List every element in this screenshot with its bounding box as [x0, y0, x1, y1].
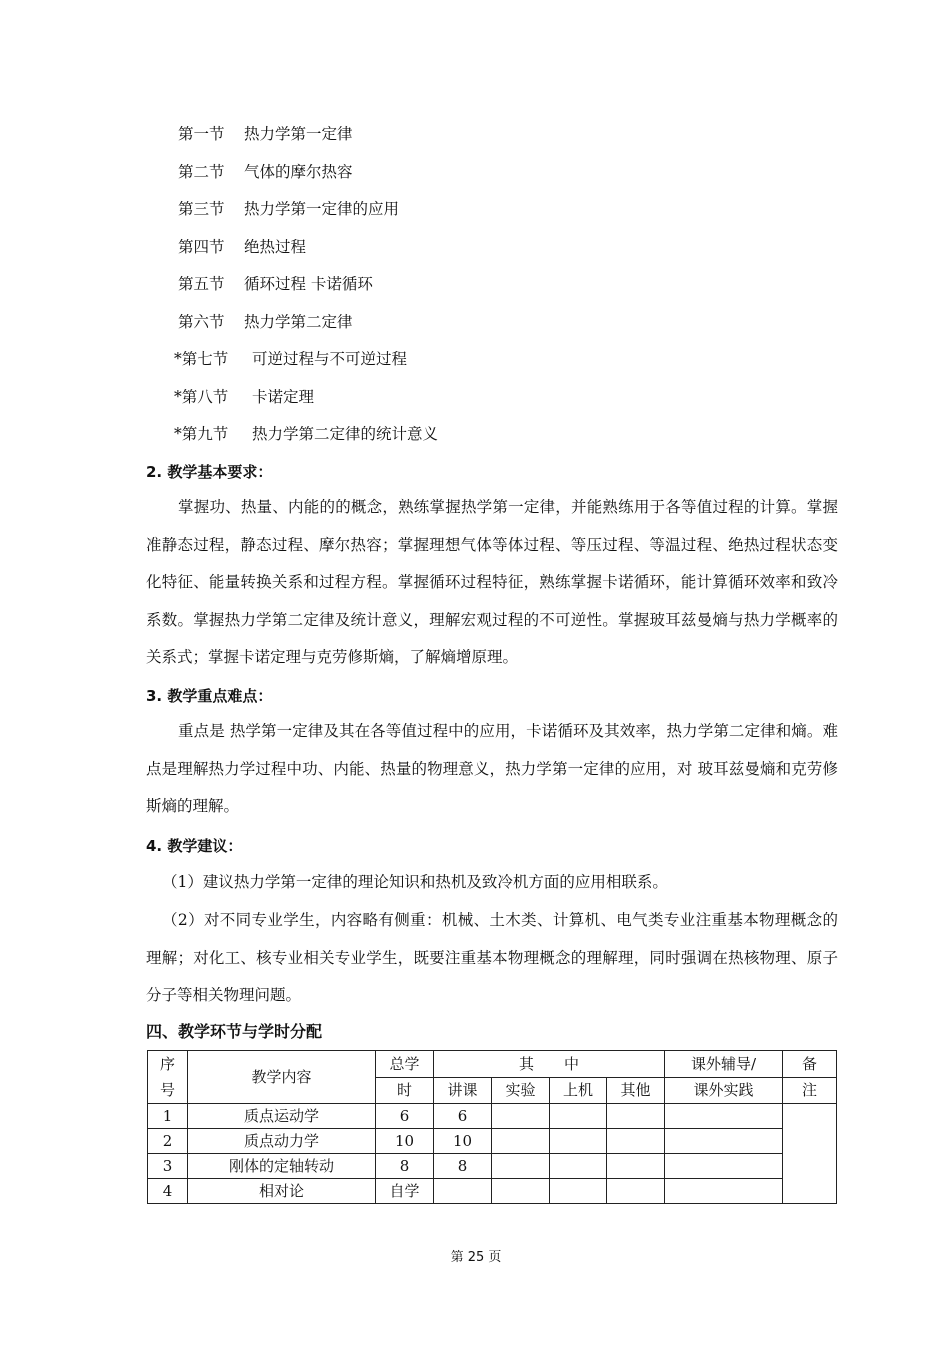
header-extra-bottom: 课外实践 [665, 1077, 783, 1104]
cell-content: 相对论 [188, 1179, 376, 1204]
section-number: 第五节 [178, 275, 225, 293]
section-item-optional [174, 345, 838, 383]
section-title: 气体的摩尔热容 [244, 162, 353, 181]
cell-total: 10 [376, 1129, 434, 1154]
cell-no: 2 [148, 1129, 188, 1154]
header-extra-top: 课外辅导/ [665, 1051, 783, 1078]
cell-no: 3 [148, 1154, 188, 1179]
cell-no: 4 [148, 1179, 188, 1204]
suggestion-item-2: （2）对不同专业学生，内容略有侧重：机械、土木类、计算机、电气类专业注重基本物理概念的理解；对化工、核专业相关专业学生，既要注重基本物理概念的理解理，同时强调在热核物理、原子分子等相关物理问题。 [146, 911, 838, 1004]
header-computer: 上机 [550, 1077, 607, 1104]
section-title: 可逆过程与不可逆过程 [252, 350, 408, 368]
cell-total: 8 [376, 1154, 434, 1179]
section-number: *第八节 [174, 387, 229, 406]
header-total-top: 总学 [376, 1051, 434, 1078]
header-total-bottom: 时 [376, 1077, 434, 1104]
section-item [178, 270, 838, 308]
cell-lecture: 6 [434, 1104, 492, 1129]
section-title: 绝热过程 [244, 237, 307, 256]
cell-content: 刚体的定轴转动 [188, 1154, 376, 1179]
cell-experiment [492, 1179, 550, 1204]
cell-extra [665, 1104, 783, 1129]
section-item [178, 120, 838, 158]
table-row [148, 1129, 837, 1154]
cell-experiment [492, 1129, 550, 1154]
section-number: 第二节 [178, 162, 225, 181]
section-number: *第七节 [174, 350, 229, 368]
section-title: 热力学第一定律 [244, 125, 353, 143]
cell-experiment [492, 1154, 550, 1179]
header-remark-top: 备 [783, 1051, 837, 1078]
header-other: 其他 [607, 1077, 665, 1104]
cell-computer [550, 1179, 607, 1204]
table-row [148, 1179, 837, 1204]
cell-other [607, 1129, 665, 1154]
section-number: *第九节 [174, 425, 229, 443]
table-row [148, 1104, 837, 1129]
table-header-row [148, 1051, 837, 1078]
cell-total: 6 [376, 1104, 434, 1129]
cell-lecture: 8 [434, 1154, 492, 1179]
header-content: 教学内容 [188, 1051, 376, 1104]
cell-lecture: 10 [434, 1129, 492, 1154]
requirements-heading: 2. 教学基本要求： [146, 463, 273, 481]
cell-other [607, 1104, 665, 1129]
header-lecture: 讲课 [434, 1077, 492, 1104]
section-title: 循环过程 卡诺循环 [244, 275, 373, 293]
section-item-optional [174, 420, 838, 458]
cell-computer [550, 1154, 607, 1179]
section-title: 热力学第一定律的应用 [244, 200, 400, 218]
cell-other [607, 1179, 665, 1204]
section-item-optional [174, 383, 838, 421]
hours-allocation-table [147, 1050, 837, 1204]
cell-remark [783, 1104, 837, 1204]
cell-content: 质点运动学 [188, 1104, 376, 1129]
chapter-section-list [174, 120, 838, 458]
section-number: 第六节 [178, 312, 225, 331]
cell-extra [665, 1129, 783, 1154]
section-item [178, 233, 838, 271]
footer-suffix: 页 [488, 1250, 502, 1265]
cell-total: 自学 [376, 1179, 434, 1204]
cell-lecture [434, 1179, 492, 1204]
requirements-paragraph: 掌握功、热量、内能的的概念，熟练掌握热学第一定律，并能熟练用于各等值过程的计算。掌握准静态过程，静态过程、摩尔热容；掌握理想气体等体过程、等压过程、等温过程、绝热过程状态变化特征、能量转换关系和过程方程。掌握循环过程特征，熟练掌握卡诺循环，能计算循环效率和致冷系数。掌握热力学第二定律及统计意义，理解宏观过程的不可逆性。掌握玻耳兹曼熵与热力学概率的关系式；掌握卡诺定理与克劳修斯熵，了解熵增原理。 [146, 498, 838, 666]
header-seq: 序 号 [148, 1051, 188, 1104]
allocation-heading: 四、教学环节与学时分配 [146, 1022, 323, 1041]
suggestions-heading: 4. 教学建议： [146, 837, 243, 855]
key-points-heading: 3. 教学重点难点： [146, 687, 273, 705]
page-footer [0, 1248, 952, 1268]
header-remark-bottom: 注 [783, 1077, 837, 1104]
table-row [148, 1154, 837, 1179]
section-number: 第一节 [178, 125, 225, 143]
section-number: 第四节 [178, 237, 225, 256]
cell-experiment [492, 1104, 550, 1129]
suggestion-item-1: （1）建议热力学第一定律的理论知识和热机及致冷机方面的应用相联系。 [162, 873, 668, 891]
section-item [178, 195, 838, 233]
section-title: 卡诺定理 [252, 387, 315, 406]
cell-no: 1 [148, 1104, 188, 1129]
section-item [178, 158, 838, 196]
cell-extra [665, 1179, 783, 1204]
cell-other [607, 1154, 665, 1179]
header-among: 其 中 [434, 1051, 665, 1078]
section-item [178, 308, 838, 346]
footer-prefix: 第 [450, 1250, 464, 1265]
section-title: 热力学第二定律的统计意义 [252, 425, 439, 443]
cell-computer [550, 1104, 607, 1129]
section-number: 第三节 [178, 200, 225, 218]
key-points-paragraph: 重点是 热学第一定律及其在各等值过程中的应用，卡诺循环及其效率，热力学第二定律和熵。难点是理解热力学过程中功、内能、热量的物理意义，热力学第一定律的应用，对 玻耳兹曼熵和克劳修斯熵的理解。 [146, 722, 838, 815]
header-experiment: 实验 [492, 1077, 550, 1104]
page-number: 25 [467, 1250, 485, 1265]
cell-content: 质点动力学 [188, 1129, 376, 1154]
section-title: 热力学第二定律 [244, 312, 353, 331]
cell-computer [550, 1129, 607, 1154]
cell-extra [665, 1154, 783, 1179]
